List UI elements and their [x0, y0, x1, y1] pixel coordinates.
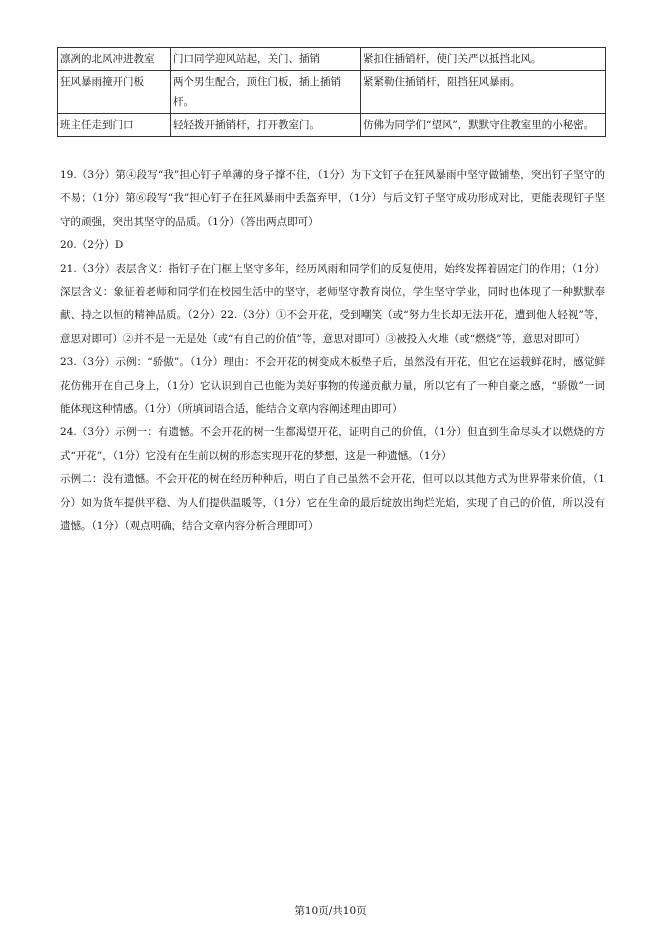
table-row	[58, 48, 606, 71]
answer-19: 19.（3分）第④段写“我”担心钉子单薄的身子撑不住，（1分）为下文钉子在狂风暴雨中坚守做铺垫，突出钉子坚守的不易；（1分）第⑥段写“我”担心钉子在狂风暴雨中丢盔弃甲，（1分）与后文钉子坚守成功形成对比，更能表现钉子坚守的顽强，突出其坚守的品质。（1分）（答出两点即可）	[60, 169, 605, 228]
page-footer: 第10页/共10页	[294, 905, 367, 917]
table-cell-effect: 仿佛为同学们“望风”，默默守住教室里的小秘密。	[361, 114, 606, 137]
table-cell-scene: 班主任走到门口	[58, 114, 171, 137]
table-row	[58, 114, 606, 137]
table-cell-action: 轻轻拨开插销杆，打开教室门。	[171, 114, 361, 137]
answer-23: 23.（3分）示例：“骄傲”。（1分）理由：不会开花的树变成木板垫子后，虽然没有开花，但它在运载鲜花时，感觉鲜花仿佛开在自己身上，（1分）它认识到自己也能为美好事物的传递贡献力量，所以它有了一种自豪之感，“骄傲”一词能体现这种情感。（1分）（所填词语合适，能结合文章内容阐述理由即可）	[60, 356, 605, 416]
answer-21-22: 21.（3分）表层含义：指钉子在门框上坚守多年，经历风雨和同学们的反复使用，始终发挥着固定门的作用；（1分）深层含义：象征着老师和同学们在校园生活中的坚守，老师坚守教育岗位，学生坚守学业，同时也体现了一种默默奉献、持之以恒的精神品质。（2分）22.（3分）①不会开花，受到嘲笑（或“努力生长却无法开花，遭到他人轻视”等，意思对即可）②并不是一无是处（或“有自己的价值”等，意思对即可）③被投入火堆（或“燃烧”等，意思对即可）	[60, 262, 605, 345]
table-cell-effect: 紧紧勒住插销杆，阻挡狂风暴雨。	[361, 71, 606, 114]
table-row	[58, 71, 606, 114]
table-cell-action: 两个男生配合，顶住门板，插上插销杆。	[171, 71, 361, 114]
table-cell-action: 门口同学迎风站起，关门、插销	[171, 48, 361, 71]
answer-24-example-1: 24.（3分）示例一：有遗憾。不会开花的树一生都渴望开花，证明自己的价值，（1分）但直到生命尽头才以燃烧的方式“开花”，（1分）它没有在生前以树的形态实现开花的梦想，这是一种遗憾。（1分）	[60, 426, 605, 462]
table-cell-scene: 狂风暴雨撞开门板	[58, 71, 171, 114]
answer-table	[57, 47, 606, 137]
table-cell-scene: 凛冽的北风冲进教室	[58, 48, 171, 71]
table-cell-effect: 紧扣住插销杆，使门关严以抵挡北风。	[361, 48, 606, 71]
answer-20: 20.（2分）D	[60, 239, 124, 252]
answer-section	[60, 164, 605, 539]
answer-24-example-2: 示例二：没有遗憾。不会开花的树在经历种种后，明白了自己虽然不会开花，但可以以其他方式为世界带来价值，（1分）如为货车提供平稳、为人们提供温暖等，（1分）它在生命的最后绽放出绚烂光焰，实现了自己的价值，所以没有遗憾。（1分）（观点明确，结合文章内容分析合理即可）	[60, 473, 605, 533]
